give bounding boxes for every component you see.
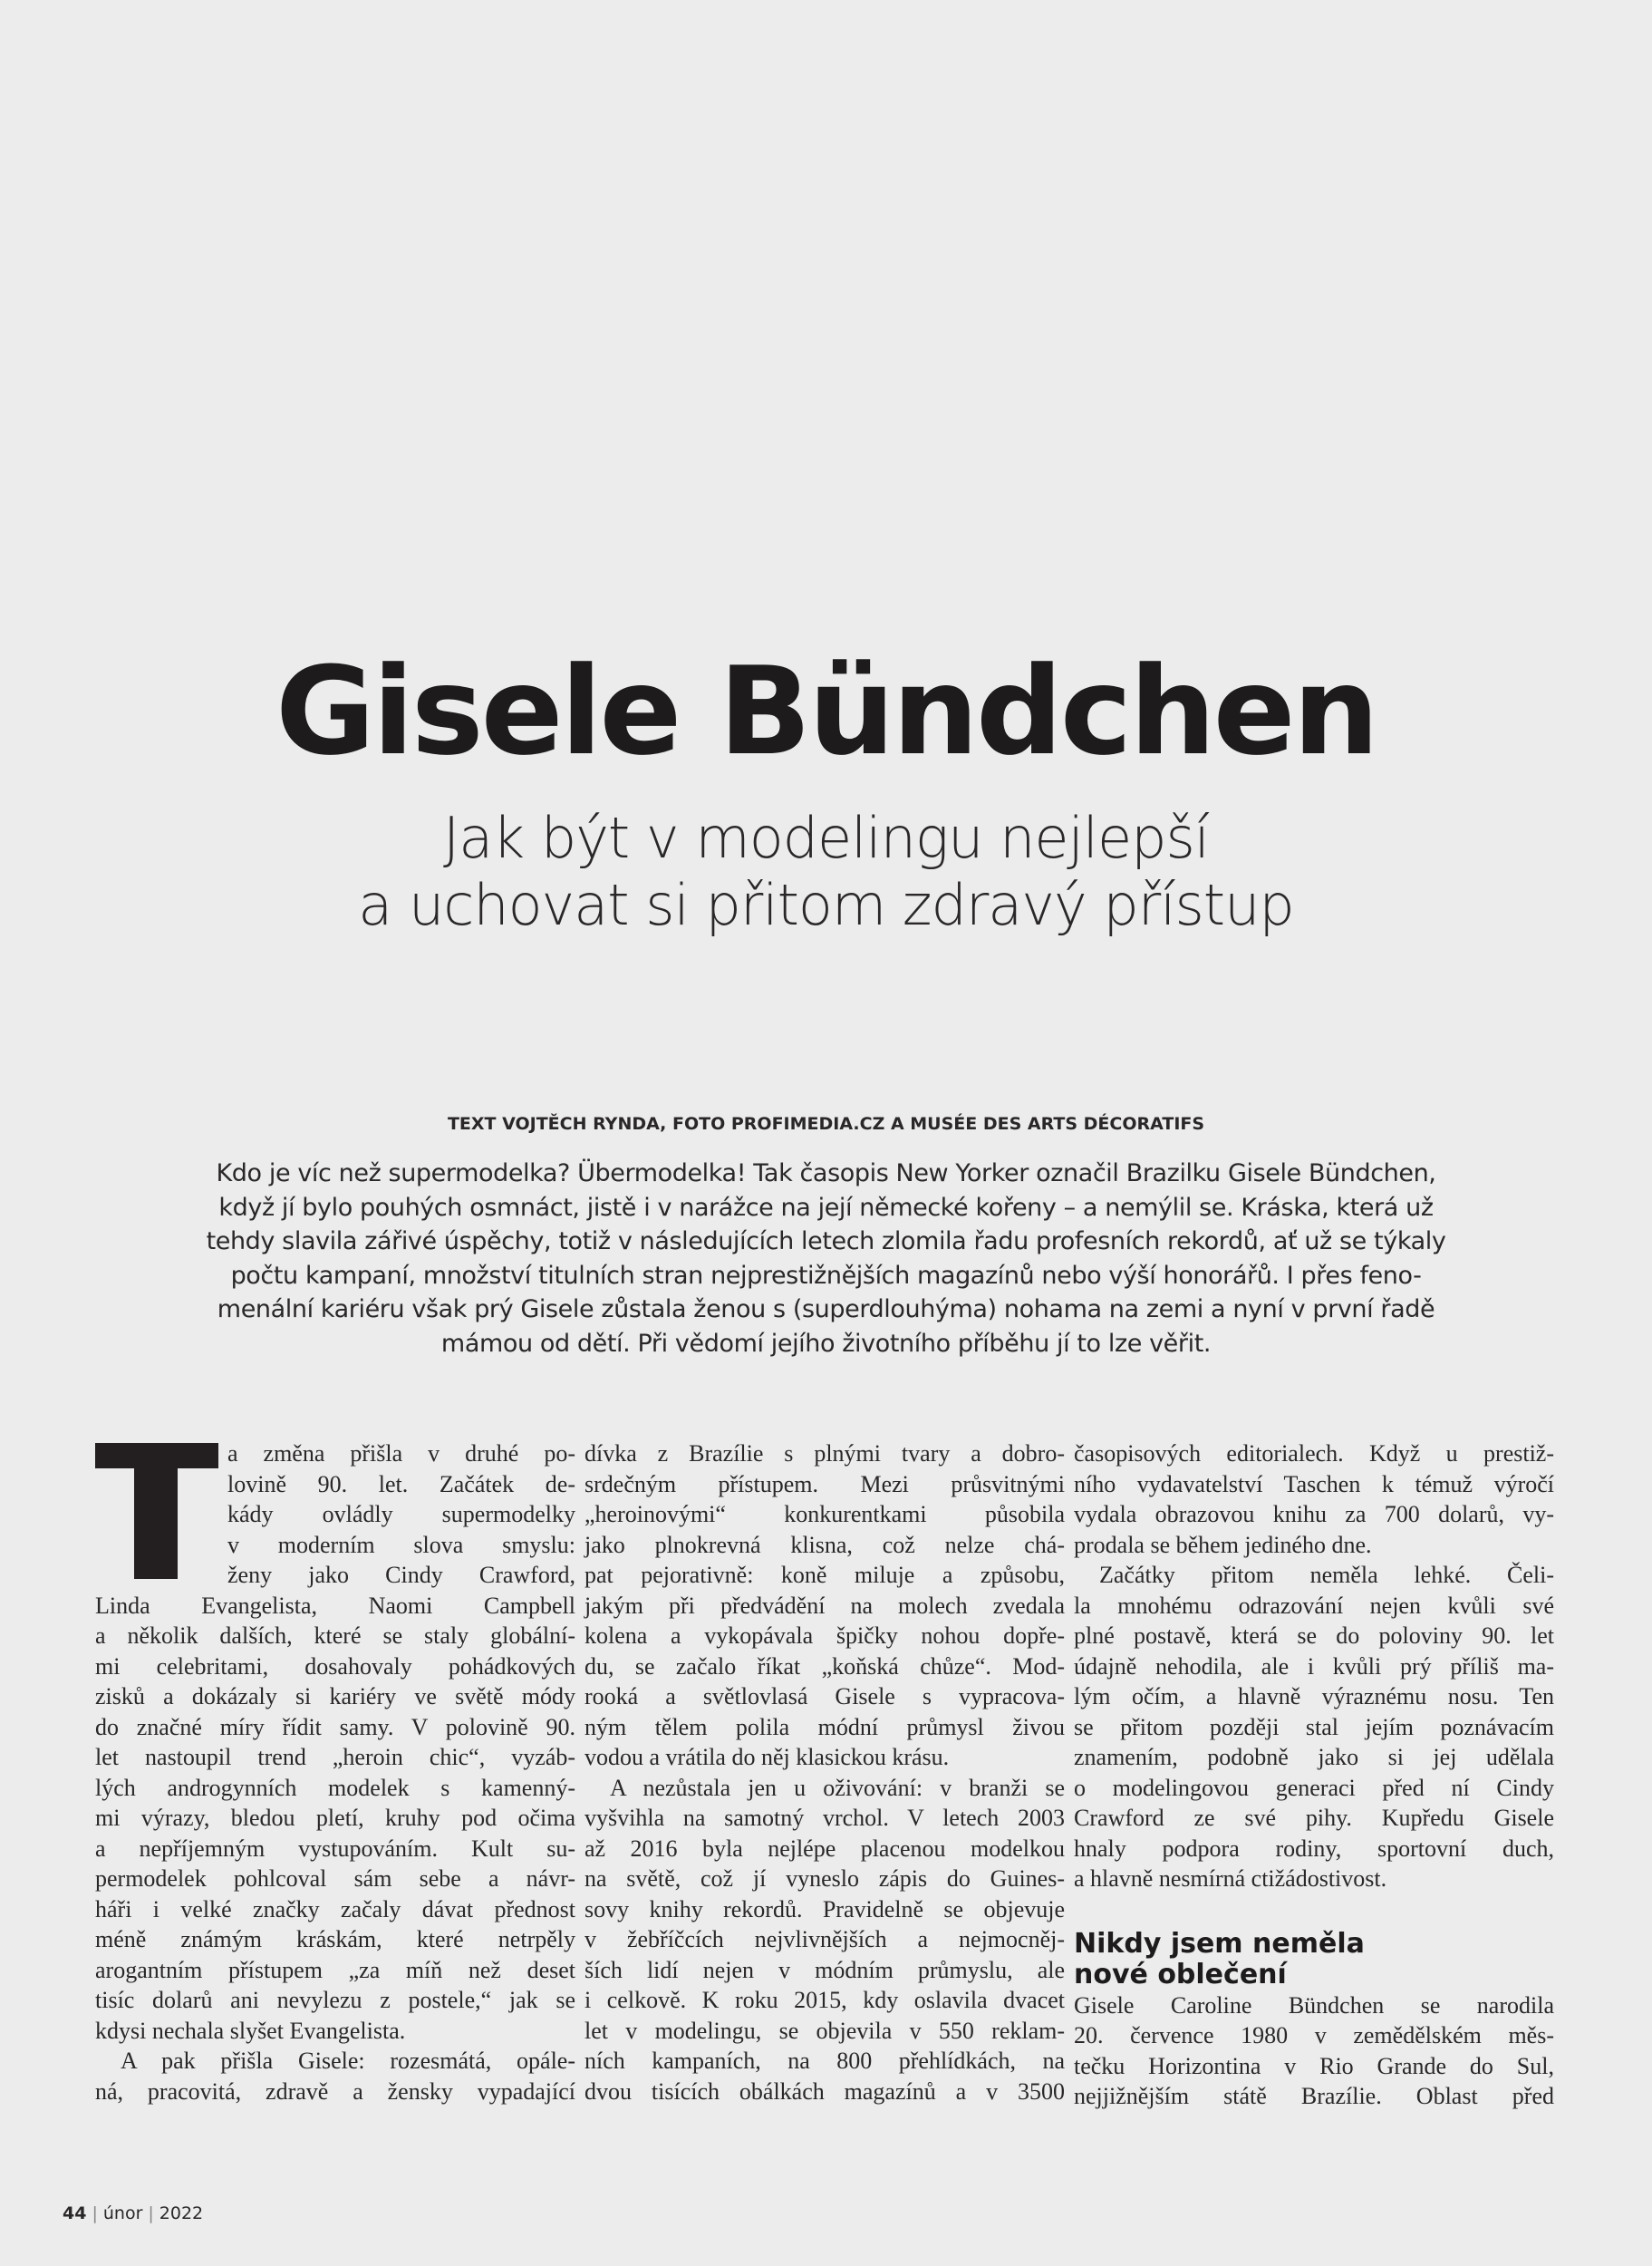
body-line: Crawford ze své pihy. Kupředu Gisele bbox=[1074, 1805, 1554, 1831]
body-line: ších lidí nejen v módním průmyslu, ale bbox=[584, 1956, 1065, 1983]
body-line: v žebříčcích nejvlivnějších a nejmocněj- bbox=[584, 1926, 1065, 1952]
page-number: 44 bbox=[63, 2203, 87, 2223]
body-line: dvou tisících obálkách magazínů a v 3500 bbox=[584, 2077, 1065, 2105]
body-line: na světě, což jí vyneslo zápis do Guines- bbox=[584, 1865, 1065, 1892]
body-line: o modelingovou generaci před ní Cindy bbox=[1074, 1774, 1554, 1801]
body-line: pat pejorativně: koně miluje a způsobu, bbox=[584, 1562, 1065, 1588]
article-title: Gisele Bündchen bbox=[275, 641, 1377, 782]
text-column-1 bbox=[95, 1438, 575, 2106]
body-line: 20. července 1980 v zemědělském měs- bbox=[1074, 2022, 1554, 2048]
body-line: mi výrazy, bledou pletí, kruhy pod očima bbox=[95, 1805, 575, 1831]
body-line: i celkově. K roku 2015, kdy oslavila dvacet bbox=[584, 1987, 1065, 2013]
article-subtitle bbox=[0, 805, 1652, 939]
lead-line: počtu kampaní, množství titulních stran nejprestižnějších magazínů nebo výší honorářů. I přes feno- bbox=[230, 1261, 1422, 1290]
body-line: vyšvihla na samotný vrchol. V letech 2003 bbox=[584, 1805, 1065, 1831]
body-line: lých androgynních modelek s kamenný- bbox=[95, 1774, 575, 1801]
body-line: ná, pracovitá, zdravě a žensky vypadající bbox=[95, 2077, 575, 2105]
body-line: arogantním přístupem „za míň než deset bbox=[95, 1956, 575, 1983]
article-credits: TEXT VOJTĚCH RYNDA, FOTO PROFIMEDIA.CZ A MUSÉE DES ARTS DÉCORATIFS bbox=[447, 1114, 1205, 1134]
body-line: A pak přišla Gisele: rozesmátá, opále- bbox=[121, 2048, 575, 2074]
body-line: kády ovládly supermodelky bbox=[227, 1501, 575, 1527]
body-line: vydala obrazovou knihu za 700 dolarů, vy- bbox=[1074, 1501, 1554, 1527]
issue-year: 2022 bbox=[159, 2203, 204, 2223]
body-line: rooká a světlovlasá Gisele s vypracova- bbox=[584, 1683, 1065, 1709]
body-line: srdečným přístupem. Mezi průsvitnými bbox=[584, 1470, 1065, 1497]
body-line: dívka z Brazílie s plnými tvary a dobro- bbox=[584, 1440, 1065, 1467]
lead-line: Kdo je víc než supermodelka? Übermodelka! Tak časopis New Yorker označil Brazilku Gisele Bündchen, bbox=[216, 1159, 1436, 1187]
body-line: du, se začalo říkat „koňská chůze“. Mod- bbox=[584, 1652, 1065, 1680]
subtitle-line: a uchovat si přitom zdravý přístup bbox=[358, 872, 1294, 938]
text-column-3 bbox=[1074, 1438, 1554, 2112]
body-line: tisíc dolarů ani nevylezu z postele,“ jak se bbox=[95, 1987, 575, 2013]
section-subheading bbox=[1074, 1929, 1554, 1990]
body-line: „heroinovými“ konkurentkami působila bbox=[584, 1501, 1065, 1527]
body-line: la mnohému odrazování nejen kvůli své bbox=[1074, 1592, 1554, 1619]
body-line: let v modelingu, se objevila v 550 reklam- bbox=[584, 2017, 1065, 2044]
body-line: a několik dalších, které se staly globální- bbox=[95, 1622, 575, 1649]
issue-month: únor bbox=[102, 2203, 143, 2223]
body-line: jako plnokrevná klisna, což nelze chá- bbox=[584, 1531, 1065, 1558]
body-line: se přitom později stal jejím poznávacím bbox=[1074, 1713, 1554, 1740]
body-line: ního vydavatelství Taschen k témuž výročí bbox=[1074, 1470, 1554, 1497]
footer-separator: | bbox=[92, 2203, 98, 2223]
body-line: znamením, podobně jako si jej udělala bbox=[1074, 1744, 1554, 1770]
subheading-line: nové oblečení bbox=[1074, 1958, 1287, 1990]
subtitle-line: Jak být v modelingu nejlepší bbox=[442, 805, 1210, 871]
body-line: ženy jako Cindy Crawford, bbox=[227, 1562, 575, 1588]
body-line: hnaly podpora rodiny, sportovní duch, bbox=[1074, 1835, 1554, 1862]
text-column-2 bbox=[584, 1438, 1065, 2106]
body-line: zisků a dokázaly si kariéry ve světě módy bbox=[95, 1683, 575, 1709]
body-line: ních kampaních, na 800 přehlídkách, na bbox=[584, 2048, 1065, 2074]
body-line: nejjižnějším státě Brazílie. Oblast před bbox=[1074, 2083, 1554, 2109]
lead-line: menální kariéru však prý Gisele zůstala ženou s (superdlouhýma) nohama na zemi a nyní v první řadě bbox=[217, 1295, 1435, 1323]
body-line: lovině 90. let. Začátek de- bbox=[227, 1470, 575, 1497]
body-line: sovy knihy rekordů. Pravidelně se objevuje bbox=[584, 1895, 1065, 1922]
body-line: plné postavě, která se do poloviny 90. let bbox=[1074, 1622, 1554, 1649]
body-line: kdysi nechala slyšet Evangelista. bbox=[95, 2017, 406, 2044]
body-line: v moderním slova smyslu: bbox=[227, 1531, 575, 1558]
body-line: Gisele Caroline Bündchen se narodila bbox=[1074, 1991, 1554, 2019]
body-line: až 2016 byla nejlépe placenou modelkou bbox=[584, 1835, 1065, 1862]
page-footer bbox=[63, 2203, 203, 2223]
body-line: údajně nehodila, ale i kvůli prý příliš ma- bbox=[1074, 1652, 1554, 1680]
body-line: permodelek pohlcoval sám sebe a návr- bbox=[95, 1865, 575, 1892]
body-line: a nepříjemným vystupováním. Kult su- bbox=[95, 1835, 575, 1862]
lead-line: mámou od dětí. Při vědomí jejího životního příběhu jí to lze věřit. bbox=[440, 1329, 1212, 1358]
body-line: jakým při předvádění na molech zvedala bbox=[584, 1592, 1065, 1619]
body-line: Začátky přitom neměla lehké. Čeli- bbox=[1099, 1562, 1554, 1588]
body-line: vodou a vrátila do něj klasickou krásu. bbox=[584, 1744, 950, 1770]
body-line: prodala se během jediného dne. bbox=[1074, 1531, 1372, 1558]
body-line: mi celebritami, dosahovaly pohádkových bbox=[95, 1652, 575, 1680]
footer-separator: | bbox=[148, 2203, 154, 2223]
body-line: let nastoupil trend „heroin chic“, vyzáb- bbox=[95, 1744, 575, 1770]
body-line: lým očím, a hlavně výraznému nosu. Ten bbox=[1074, 1683, 1554, 1709]
body-line: méně známým kráskám, které netrpěly bbox=[95, 1926, 575, 1952]
body-line: háři i velké značky začaly dávat přednost bbox=[95, 1895, 575, 1922]
subheading-line: Nikdy jsem neměla bbox=[1074, 1927, 1365, 1960]
lead-line: když jí bylo pouhých osmnáct, jistě i v narážce na její německé kořeny – a nemýlil se. Kráska, která už bbox=[218, 1193, 1434, 1222]
body-line: časopisových editorialech. Když u prestiž- bbox=[1074, 1440, 1554, 1467]
article-lead bbox=[163, 1157, 1489, 1361]
body-line: a změna přišla v druhé po- bbox=[227, 1440, 575, 1467]
body-line: Linda Evangelista, Naomi Campbell bbox=[95, 1592, 575, 1619]
body-line: do značné míry řídit samy. V polovině 90. bbox=[95, 1713, 575, 1740]
body-line: a hlavně nesmírná ctižádostivost. bbox=[1074, 1865, 1387, 1892]
body-line: kolena a vykopávala špičky nohou dopře- bbox=[584, 1622, 1065, 1649]
body-line: ným tělem polila módní průmysl živou bbox=[584, 1713, 1065, 1740]
body-line: A nezůstala jen u oživování: v branži se bbox=[610, 1774, 1065, 1801]
lead-line: tehdy slavila zářivé úspěchy, totiž v následujících letech zlomila řadu profesních rekordů, ať už se týkaly bbox=[206, 1227, 1446, 1255]
body-line: tečku Horizontina v Rio Grande do Sul, bbox=[1074, 2052, 1554, 2079]
